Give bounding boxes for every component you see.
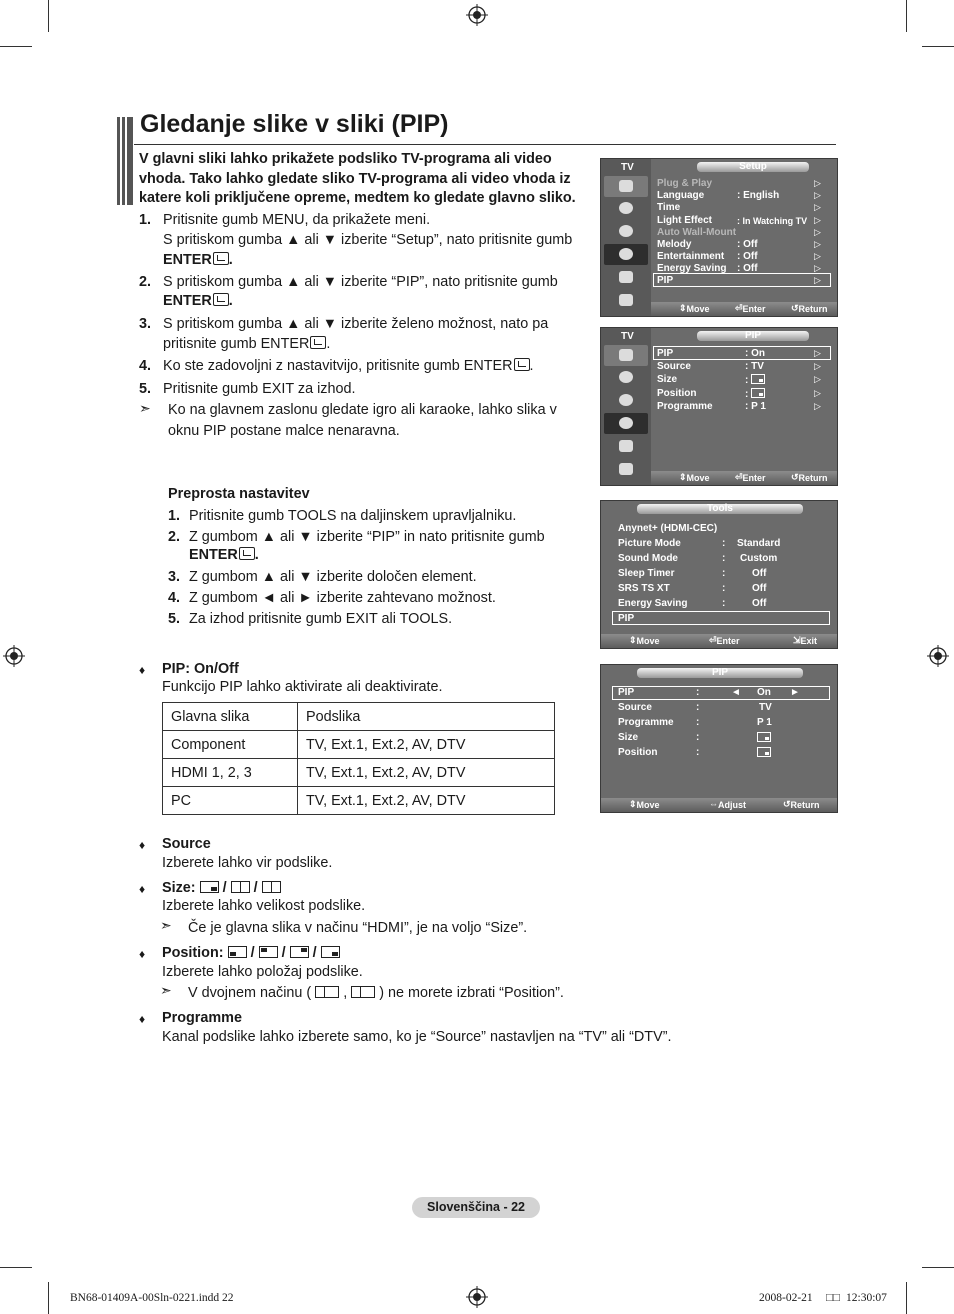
application-menu-icon xyxy=(604,290,648,311)
osd-row-colon: : xyxy=(722,598,726,609)
osd-footer: ⇕ Move ⏎ Enter ⇲ Exit xyxy=(601,634,837,648)
osd-row-label: PIP xyxy=(618,613,635,624)
osd-row-value: : Off xyxy=(737,263,758,274)
registration-mark-left xyxy=(3,645,25,667)
size-double-icon xyxy=(231,881,250,893)
osd-row-label: Time xyxy=(657,202,681,213)
arrow-right-icon: ▷ xyxy=(814,251,821,261)
osd-row-label: Picture Mode xyxy=(618,538,681,549)
osd-pip-tools-menu xyxy=(600,664,838,813)
arrow-right-icon: ▷ xyxy=(814,348,821,358)
registration-mark-bottom xyxy=(466,1286,488,1308)
size-heading: Size: / / xyxy=(162,880,281,896)
osd-row-label: SRS TS XT xyxy=(618,583,670,594)
channel-menu-icon xyxy=(604,390,648,411)
bullet-icon: ♦ xyxy=(139,882,146,896)
osd-row-value: Off xyxy=(752,598,767,609)
step-4: 4. Ko ste zadovoljni z nastavitvijo, pritisnite gumb ENTER . xyxy=(139,358,534,374)
input-menu-icon xyxy=(604,436,648,457)
osd-row-value: : P 1 xyxy=(745,401,766,412)
osd-row-value: : xyxy=(745,389,749,400)
osd-row-label: Anynet+ (HDMI-CEC) xyxy=(618,523,718,534)
osd-row-label: Sound Mode xyxy=(618,553,678,564)
slug-mid: □□ xyxy=(826,1292,840,1304)
position-icon xyxy=(757,747,771,757)
osd-tv-label: TV xyxy=(621,331,634,342)
osd-row-label: PIP xyxy=(657,275,674,286)
slug-time: 12:30:07 xyxy=(846,1292,887,1304)
bullet-icon: ♦ xyxy=(139,838,146,852)
step-5: 5. Pritisnite gumb EXIT za izhod. xyxy=(139,381,356,397)
picture-menu-icon xyxy=(604,176,648,197)
position-icon xyxy=(751,388,765,398)
size-icon xyxy=(751,374,765,384)
osd-row-colon: : xyxy=(696,702,700,713)
slug-filename: BN68-01409A-00Sln-0221.indd 22 xyxy=(70,1292,234,1304)
size-double-large-icon xyxy=(262,881,281,893)
note-arrow-icon: ➣ xyxy=(160,917,172,933)
enter-icon xyxy=(213,252,229,265)
easy-step-4: 4. Z gumbom ◄ ali ► izberite zahtevano možnost. xyxy=(168,590,496,606)
source-text: Izberete lahko vir podslike. xyxy=(162,855,333,871)
position-text: Izberete lahko položaj podslike. xyxy=(162,964,363,980)
bullet-icon: ♦ xyxy=(139,947,146,961)
osd-row-label: Programme xyxy=(657,401,713,412)
position-note: V dvojnem načinu ( , ) ne morete izbrati “Position”. xyxy=(188,985,564,1001)
picture-menu-icon xyxy=(604,345,648,366)
intro-paragraph: V glavni sliki lahko prikažete podsliko TV-programa ali video vhoda. Tako lahko gledate sliko TV-programa ali video vhoda iz katere koli priključene opreme, medtem ko gledate glavno sliko. xyxy=(139,151,576,206)
osd-row-label: Source xyxy=(618,702,652,713)
position-bottom-left-icon xyxy=(228,946,247,958)
double-mode-icon xyxy=(315,986,339,998)
osd-row-label: Melody xyxy=(657,239,692,250)
arrow-right-icon: ▷ xyxy=(814,275,821,285)
arrow-right-icon: ▷ xyxy=(814,361,821,371)
osd-row-value: : Off xyxy=(737,251,758,262)
table-row: PC TV, Ext.1, Ext.2, AV, DTV xyxy=(163,787,555,815)
sound-menu-icon xyxy=(604,198,648,219)
osd-row-colon: : xyxy=(722,583,726,594)
arrow-right-icon: ► xyxy=(790,687,800,698)
sound-menu-icon xyxy=(604,367,648,388)
page-number-label: Slovenščina - 22 xyxy=(412,1197,540,1218)
osd-row-value: : On xyxy=(745,348,765,359)
step-2: 2. S pritiskom gumba ▲ ali ▼ izberite “PIP”, nato pritisnite gumb ENTER . xyxy=(139,274,558,309)
osd-row-colon: : xyxy=(722,538,726,549)
osd-row-colon: : xyxy=(722,568,726,579)
table-row: Component TV, Ext.1, Ext.2, AV, DTV xyxy=(163,731,555,759)
osd-row-value: : English xyxy=(737,190,780,201)
pip-onoff-heading: PIP: On/Off xyxy=(162,661,239,677)
osd-row-label: Entertainment xyxy=(657,251,725,262)
position-top-left-icon xyxy=(259,946,278,958)
arrow-right-icon: ▷ xyxy=(814,190,821,200)
application-menu-icon xyxy=(604,459,648,480)
osd-selection xyxy=(612,611,830,625)
osd-tv-label: TV xyxy=(621,162,634,173)
input-menu-icon xyxy=(604,267,648,288)
osd-row-label: PIP xyxy=(657,348,674,359)
arrow-right-icon: ▷ xyxy=(814,239,821,249)
osd-selection xyxy=(653,273,831,287)
osd-selection xyxy=(653,346,831,360)
bullet-icon: ♦ xyxy=(139,1012,146,1026)
arrow-right-icon: ▷ xyxy=(814,388,821,398)
osd-row-value: : TV xyxy=(745,361,764,372)
osd-row-label: Size xyxy=(657,374,678,385)
arrow-left-icon: ◄ xyxy=(731,687,741,698)
osd-row-colon: : xyxy=(696,732,700,743)
osd-footer: ⇕ Move ⏎ Enter ↺ Return xyxy=(651,302,837,316)
enter-icon xyxy=(239,547,255,560)
arrow-right-icon: ▷ xyxy=(814,178,821,188)
arrow-right-icon: ▷ xyxy=(814,263,821,273)
osd-row-label: Light Effect xyxy=(657,215,712,226)
osd-footer: ⇕ Move ⏎ Enter ↺ Return xyxy=(651,471,837,485)
title-decoration xyxy=(117,117,133,205)
osd-row-value: : xyxy=(745,375,749,386)
easy-step-2: 2. Z gumbom ▲ ali ▼ izberite “PIP” in nato pritisnite gumb ENTER . xyxy=(168,529,545,563)
table-row: HDMI 1, 2, 3 TV, Ext.1, Ext.2, AV, DTV xyxy=(163,759,555,787)
arrow-right-icon: ▷ xyxy=(814,227,821,237)
arrow-right-icon: ▷ xyxy=(814,215,821,225)
source-table xyxy=(162,702,555,815)
title-rule xyxy=(134,144,836,145)
osd-row-value: Standard xyxy=(737,538,781,549)
setup-menu-icon xyxy=(604,413,648,434)
osd-tools-menu xyxy=(600,500,838,649)
osd-row-value: : Off xyxy=(737,239,758,250)
enter-icon xyxy=(213,293,229,306)
source-heading: Source xyxy=(162,836,211,852)
programme-heading: Programme xyxy=(162,1010,242,1026)
osd-row-label: Programme xyxy=(618,717,674,728)
osd-row-label: Source xyxy=(657,361,691,372)
osd-setup-menu xyxy=(600,158,838,317)
osd-row-value: TV xyxy=(759,702,772,713)
osd-row-value: Off xyxy=(752,583,767,594)
position-top-right-icon xyxy=(290,946,309,958)
position-bottom-right-icon xyxy=(321,946,340,958)
slug-date: 2008-02-21 xyxy=(759,1292,813,1304)
double-mode-large-icon xyxy=(351,986,375,998)
position-heading: Position: / / / xyxy=(162,945,340,961)
registration-mark-right xyxy=(927,645,949,667)
enter-icon xyxy=(514,358,530,371)
osd-row-label: Energy Saving xyxy=(657,263,727,274)
osd-row-label: Position xyxy=(618,747,658,758)
osd-row-label: Energy Saving xyxy=(618,598,688,609)
osd-row-colon: : xyxy=(722,553,726,564)
size-note: Če je glavna slika v načinu “HDMI”, je na voljo “Size”. xyxy=(188,920,528,936)
osd-row-label: Position xyxy=(657,388,697,399)
osd-row-colon: : xyxy=(696,687,700,698)
arrow-right-icon: ▷ xyxy=(814,374,821,384)
osd-header: Tools xyxy=(637,504,803,514)
osd-row-value: Custom xyxy=(740,553,778,564)
osd-footer: ⇕ Move ⇔ Adjust ↺ Return xyxy=(601,798,837,812)
easy-step-3: 3. Z gumbom ▲ ali ▼ izberite določen element. xyxy=(168,569,477,585)
osd-row-colon: : xyxy=(696,717,700,728)
osd-row-label: Language xyxy=(657,190,705,201)
easy-setup-heading: Preprosta nastavitev xyxy=(168,486,310,502)
channel-menu-icon xyxy=(604,221,648,242)
osd-row-label: Size xyxy=(618,732,639,743)
easy-step-5: 5. Za izhod pritisnite gumb EXIT ali TOOLS. xyxy=(168,611,453,627)
osd-pip-menu xyxy=(600,327,838,486)
osd-row-label: Plug & Play xyxy=(657,178,713,189)
osd-row-value: P 1 xyxy=(757,717,772,728)
note-game-karaoke: Ko na glavnem zaslonu gledate igro ali karaoke, lahko slika v oknu PIP postane malce nenaravna. xyxy=(168,402,557,439)
registration-mark-top xyxy=(466,4,488,26)
bullet-icon: ♦ xyxy=(139,663,146,677)
note-arrow-icon: ➣ xyxy=(139,400,151,416)
osd-row-label: Auto Wall-Mount xyxy=(657,227,737,238)
osd-row-label: Sleep Timer xyxy=(618,568,675,579)
size-small-icon xyxy=(200,881,219,893)
setup-menu-icon xyxy=(604,244,648,265)
size-text: Izberete lahko velikost podslike. xyxy=(162,898,366,914)
osd-row-label: PIP xyxy=(618,687,635,698)
table-row: Glavna slika Podslika xyxy=(163,703,555,731)
arrow-right-icon: ▷ xyxy=(814,401,821,411)
programme-text: Kanal podslike lahko izberete samo, ko je “Source” nastavljen na “TV” ali “DTV”. xyxy=(162,1029,672,1045)
enter-icon xyxy=(310,336,326,349)
osd-row-value: : In Watching TV xyxy=(737,216,808,226)
size-icon xyxy=(757,732,771,742)
osd-row-colon: : xyxy=(696,747,700,758)
easy-step-1: 1. Pritisnite gumb TOOLS na daljinskem upravljalniku. xyxy=(168,508,517,524)
osd-header: PIP xyxy=(697,331,809,341)
note-arrow-icon: ➣ xyxy=(160,982,172,998)
arrow-right-icon: ▷ xyxy=(814,202,821,212)
step-1: 1. Pritisnite gumb MENU, da prikažete meni. S pritiskom gumba ▲ ali ▼ izberite “Setup”, nato pritisnite gumb ENTER . xyxy=(139,212,573,268)
step-3: 3. S pritiskom gumba ▲ ali ▼ izberite želeno možnost, nato pa pritisnite gumb ENTER . xyxy=(139,316,549,352)
pip-onoff-text: Funkcijo PIP lahko aktivirate ali deaktivirate. xyxy=(162,679,443,695)
osd-row-value: Off xyxy=(752,568,767,579)
osd-row-value: On xyxy=(757,687,771,698)
osd-header: Setup xyxy=(697,162,809,172)
osd-header: PIP xyxy=(637,668,803,678)
page-title: Gledanje slike v sliki (PIP) xyxy=(140,110,449,138)
